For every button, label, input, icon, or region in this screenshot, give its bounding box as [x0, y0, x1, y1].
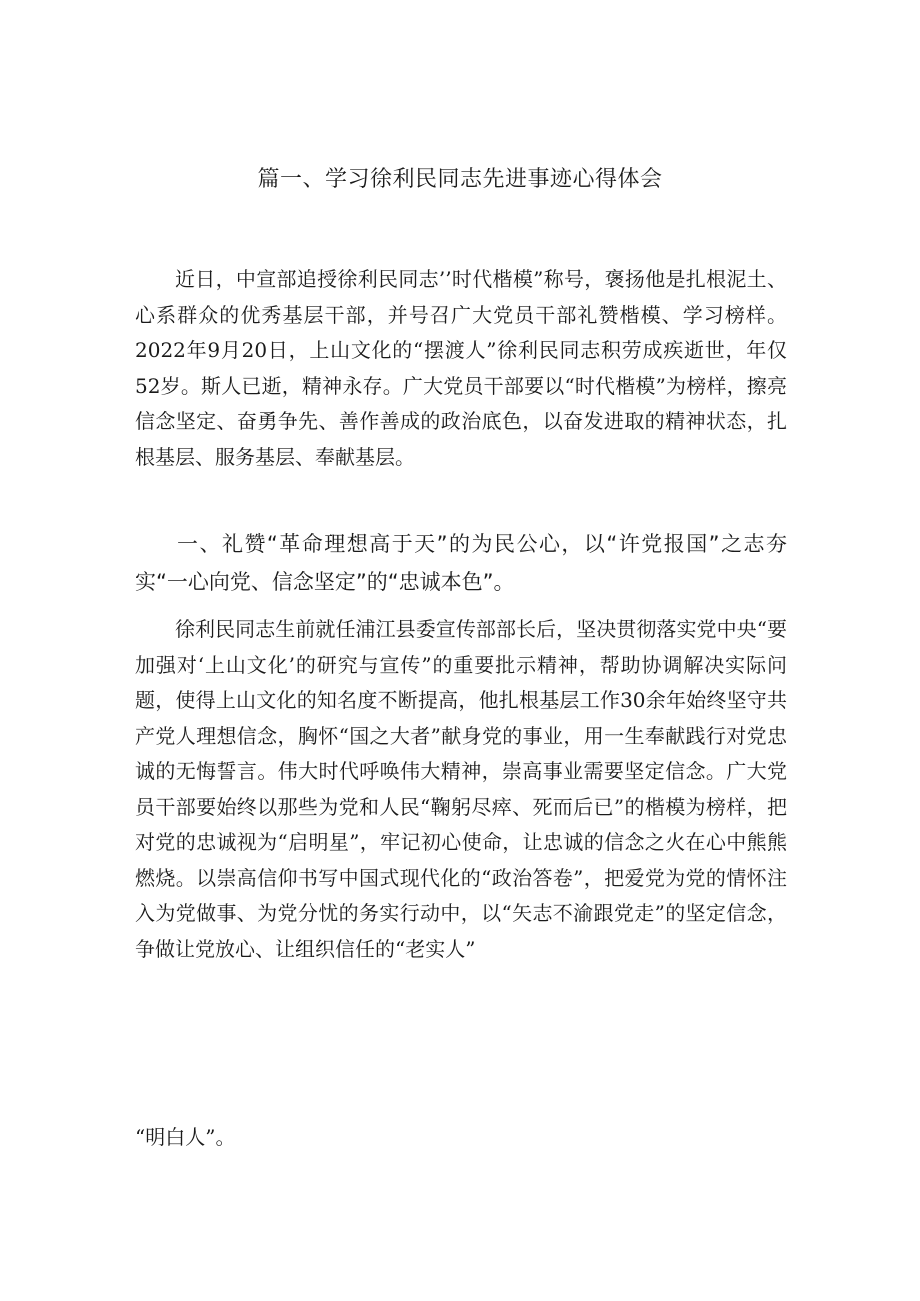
paragraph-continuation: “明白人”。 — [135, 1125, 236, 1149]
document-title: 篇一、学习徐利民同志先进事迹心得体会 — [257, 167, 663, 192]
paragraph-intro: 近日，中宣部追授徐利民同志’’时代楷模”称号，褒扬他是扎根泥土、心系群众的优秀基层干部，并号召广大党员干部礼赞楷模、学习榜样。2022年9月20日，上山文化的“摆渡人”徐利民同志积劳成疾逝世，年仅52岁。斯人已逝，精神永存。广大党员干部要以“时代楷模”为榜样，擦亮信念坚定、奋勇争先、善作善成的政治底色，以奋发进取的精神状态，扎根基层、服务基层、奉献基层。 — [135, 267, 787, 469]
paragraph-section-1: 徐利民同志生前就任浦江县委宣传部部长后，坚决贯彻落实党中央“要加强对‘上山文化’的研究与宣传”的重要批示精神，帮助协调解决实际问题，使得上山文化的知名度不断提高，他扎根基层工作30余年始终坚守共产党人理想信念，胸怀“国之大者”献身党的事业，用一生奉献践行对党忠诚的无悔誓言。伟大时代呼唤伟大精神，崇高事业需要坚定信念。广大党员干部要始终以那些为党和人民“鞠躬尽瘁、死而后已”的楷模为榜样，把对党的忠诚视为“启明星”，牢记初心使命，让忠诚的信念之火在心中熊熊燃烧。以崇高信仰书写中国式现代化的“政治答卷”，把爱党为党的情怀注入为党做事、为党分忧的务实行动中，以“矢志不渝跟党走”的坚定信念，争做让党放心、让组织信任的“老实人” — [135, 617, 787, 961]
section-heading-1: 一、礼赞“革命理想高于天”的为民公心，以“许党报国”之志夯实“一心向党、信念坚定”的“忠诚本色”。 — [135, 532, 787, 594]
